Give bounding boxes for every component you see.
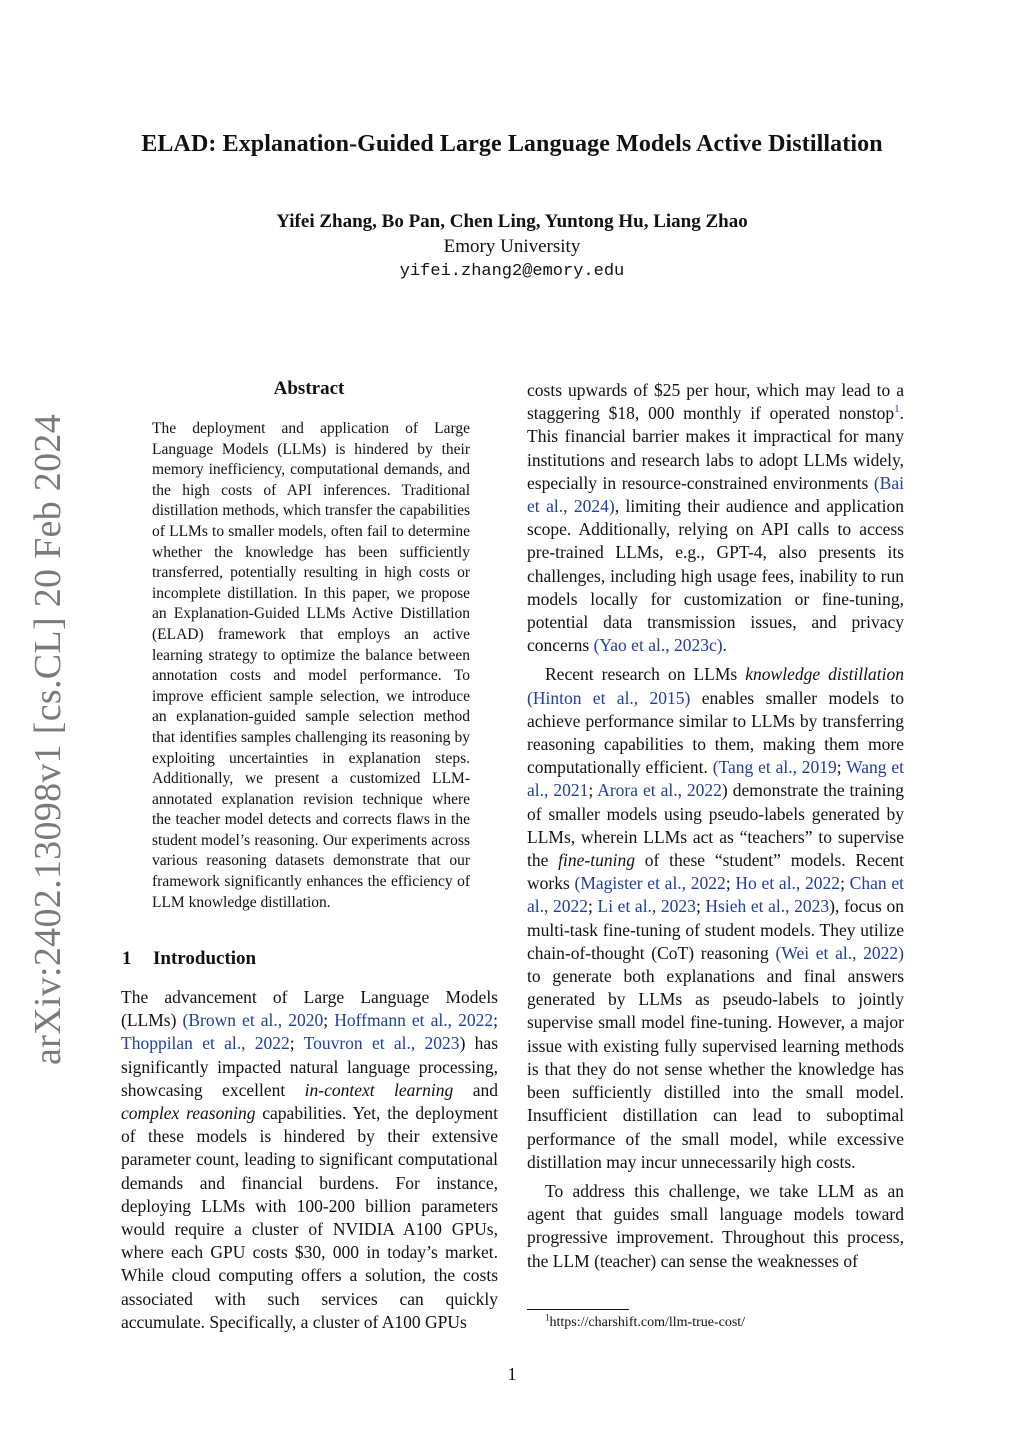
- citation-link[interactable]: Thoppilan et al., 2022: [121, 1033, 290, 1054]
- citation-link[interactable]: (Magister et al., 2022: [574, 873, 726, 894]
- text-run: of these “student” models. Recent works: [527, 850, 904, 894]
- text-run: enables smaller models to achieve performance similar to LLMs by transferring reasoning capabilities to them, making them more computationally efficient.: [527, 687, 904, 778]
- footnote-url[interactable]: https://charshift.com/llm-true-cost/: [549, 1315, 746, 1330]
- citation-link[interactable]: Wang et al., 2021: [527, 757, 905, 801]
- text-run: ;: [588, 780, 598, 801]
- citation-link[interactable]: (Wei et al., 2022): [775, 942, 904, 963]
- text-run: and: [453, 1079, 498, 1100]
- citation-link[interactable]: (Yao et al., 2023c): [593, 635, 723, 656]
- text-run: ;: [836, 757, 847, 778]
- footnote-number: 1: [545, 1312, 550, 1323]
- abstract-text: The deployment and application of Large Language Models (LLMs) is hindered by their memory inefficiency, computational demands, and the high costs of API inferences. Traditional distillation methods, which transfer the capabilities of LLMs to smaller models, often fail to determine whether the knowledge has been sufficiently transferred, potentially resulting in high costs or incomplete distillation. In this paper, we propose an Explanation-Guided LLMs Active Distillation (ELAD) framework that employs an active learning strategy to optimize the balance between annotation costs and model performance. To improve efficient sample selection, we introduce an explanation-guided sample selection method that identifies samples challenging its reasoning by exploiting uncertainties in explanation steps. Additionally, we present a customized LLM-annotated explanation revision technique where the teacher model detects and corrects flaws in the student model’s reasoning. Our experiments across various reasoning datasets demonstrate that our framework significantly enhances the efficiency of LLM knowledge distillation.: [152, 420, 470, 911]
- text-run: ) has significantly impacted natural language processing, showcasing excellent: [121, 1033, 499, 1100]
- abstract-heading: Abstract: [273, 378, 345, 399]
- citation-link[interactable]: (Bai et al., 2024): [527, 472, 904, 517]
- section-number: 1: [122, 948, 132, 969]
- text-run: ), focus on multi-task fine-tuning of student models. They utilize chain-of-thought (CoT) reasoning: [527, 896, 904, 963]
- text-run: ;: [725, 873, 736, 894]
- text-run: ;: [588, 896, 598, 917]
- text-run: . This financial barrier makes it impractical for many institutions and research labs to adopt LLMs widely, especially in resource-constrained environments: [527, 403, 904, 493]
- emphasis-text: fine-tuning: [558, 850, 635, 871]
- intro-paragraph-continued: [527, 379, 904, 657]
- text-run: ;: [493, 1010, 498, 1031]
- text-run: ) demonstrate the training of smaller models using pseudo-labels generated by LLMs, wherein LLMs act as “teachers” to supervise the: [527, 780, 904, 871]
- section-title: Introduction: [153, 948, 257, 969]
- text-run: ;: [323, 1010, 335, 1031]
- citation-link[interactable]: Ho et al., 2022: [735, 873, 841, 894]
- arxiv-identifier-stamp: arXiv:2402.13098v1 [cs.CL] 20 Feb 2024: [27, 414, 69, 1065]
- citation-link[interactable]: Touvron et al., 2023: [303, 1033, 460, 1054]
- text-run: to generate both explanations and final answers generated by LLMs as pseudo-labels to jointly supervise small model fine-tuning. However, a major issue with existing fully supervised learning methods is that they do not sense whether the knowledge has been sufficiently distilled into the small model. Insufficient distillation can lead to suboptimal performance of the small model, while excessive distillation may incur unnecessarily high costs.: [527, 966, 904, 1172]
- emphasis-text: in-context learning: [304, 1079, 454, 1100]
- intro-paragraph-1: [121, 986, 498, 1334]
- affiliation: Emory University: [443, 236, 581, 257]
- emphasis-text: complex reasoning: [121, 1103, 256, 1124]
- text-run: ;: [289, 1033, 304, 1054]
- citation-link[interactable]: Arora et al., 2022: [597, 780, 722, 801]
- citation-link[interactable]: Chan et al., 2022: [527, 873, 904, 917]
- section-heading-introduction: [122, 948, 256, 970]
- intro-paragraph-2: [527, 663, 904, 1173]
- text-run: .: [722, 635, 727, 656]
- citation-link[interactable]: (Brown et al., 2020: [182, 1010, 324, 1031]
- citation-link[interactable]: (Tang et al., 2019: [712, 757, 837, 778]
- citation-link[interactable]: Hoffmann et al., 2022: [334, 1010, 494, 1031]
- citation-link[interactable]: Li et al., 2023: [597, 896, 696, 917]
- intro-paragraph-3: [527, 1180, 904, 1273]
- text-run: costs upwards of $25 per hour, which may lead to a staggering $18, 000 monthly if operated nonstop: [527, 380, 904, 424]
- text-run: ;: [840, 873, 850, 894]
- footnote-marker[interactable]: 1: [894, 403, 900, 416]
- page-number: 1: [507, 1364, 517, 1384]
- author-email[interactable]: yifei.zhang2@emory.edu: [399, 262, 625, 281]
- text-run: ;: [695, 896, 706, 917]
- emphasis-text: knowledge distillation: [745, 664, 904, 685]
- citation-link[interactable]: Hsieh et al., 2023: [705, 896, 830, 917]
- footnote: [545, 1312, 746, 1331]
- author-list: Yifei Zhang, Bo Pan, Chen Ling, Yuntong Hu, Liang Zhao: [276, 211, 748, 232]
- footnote-divider: [527, 1309, 629, 1310]
- text-run: To address this challenge, we take LLM as an agent that guides small language models toward progressive improvement. Throughout this process, the LLM (teacher) can sense the weaknesses of: [527, 1180, 904, 1271]
- text-run: The advancement of Large Language Models (LLMs): [121, 987, 498, 1031]
- right-column-body: [527, 379, 904, 1273]
- text-run: Recent research on LLMs: [545, 664, 746, 685]
- text-run: , limiting their audience and application scope. Additionally, relying on API calls to access pre-trained LLMs, e.g., GPT-4, also presents its challenges, including high usage fees, inability to run models locally for customization or fine-tuning, potential data transmission issues, and privacy concerns: [527, 496, 904, 656]
- text-run: capabilities. Yet, the deployment of these models is hindered by their extensive parameter count, leading to significant computational demands and financial burdens. For instance, deploying LLMs with 100-200 billion parameters would require a cluster of NVIDIA A100 GPUs, where each GPU costs $30, 000 in today’s market. While cloud computing offers a solution, the costs associated with such services can quickly accumulate. Specifically, a cluster of A100 GPUs: [121, 1103, 499, 1332]
- citation-link[interactable]: (Hinton et al., 2015): [527, 687, 691, 708]
- left-column-body: [121, 986, 498, 1334]
- paper-title: ELAD: Explanation-Guided Large Language Models Active Distillation: [141, 131, 883, 157]
